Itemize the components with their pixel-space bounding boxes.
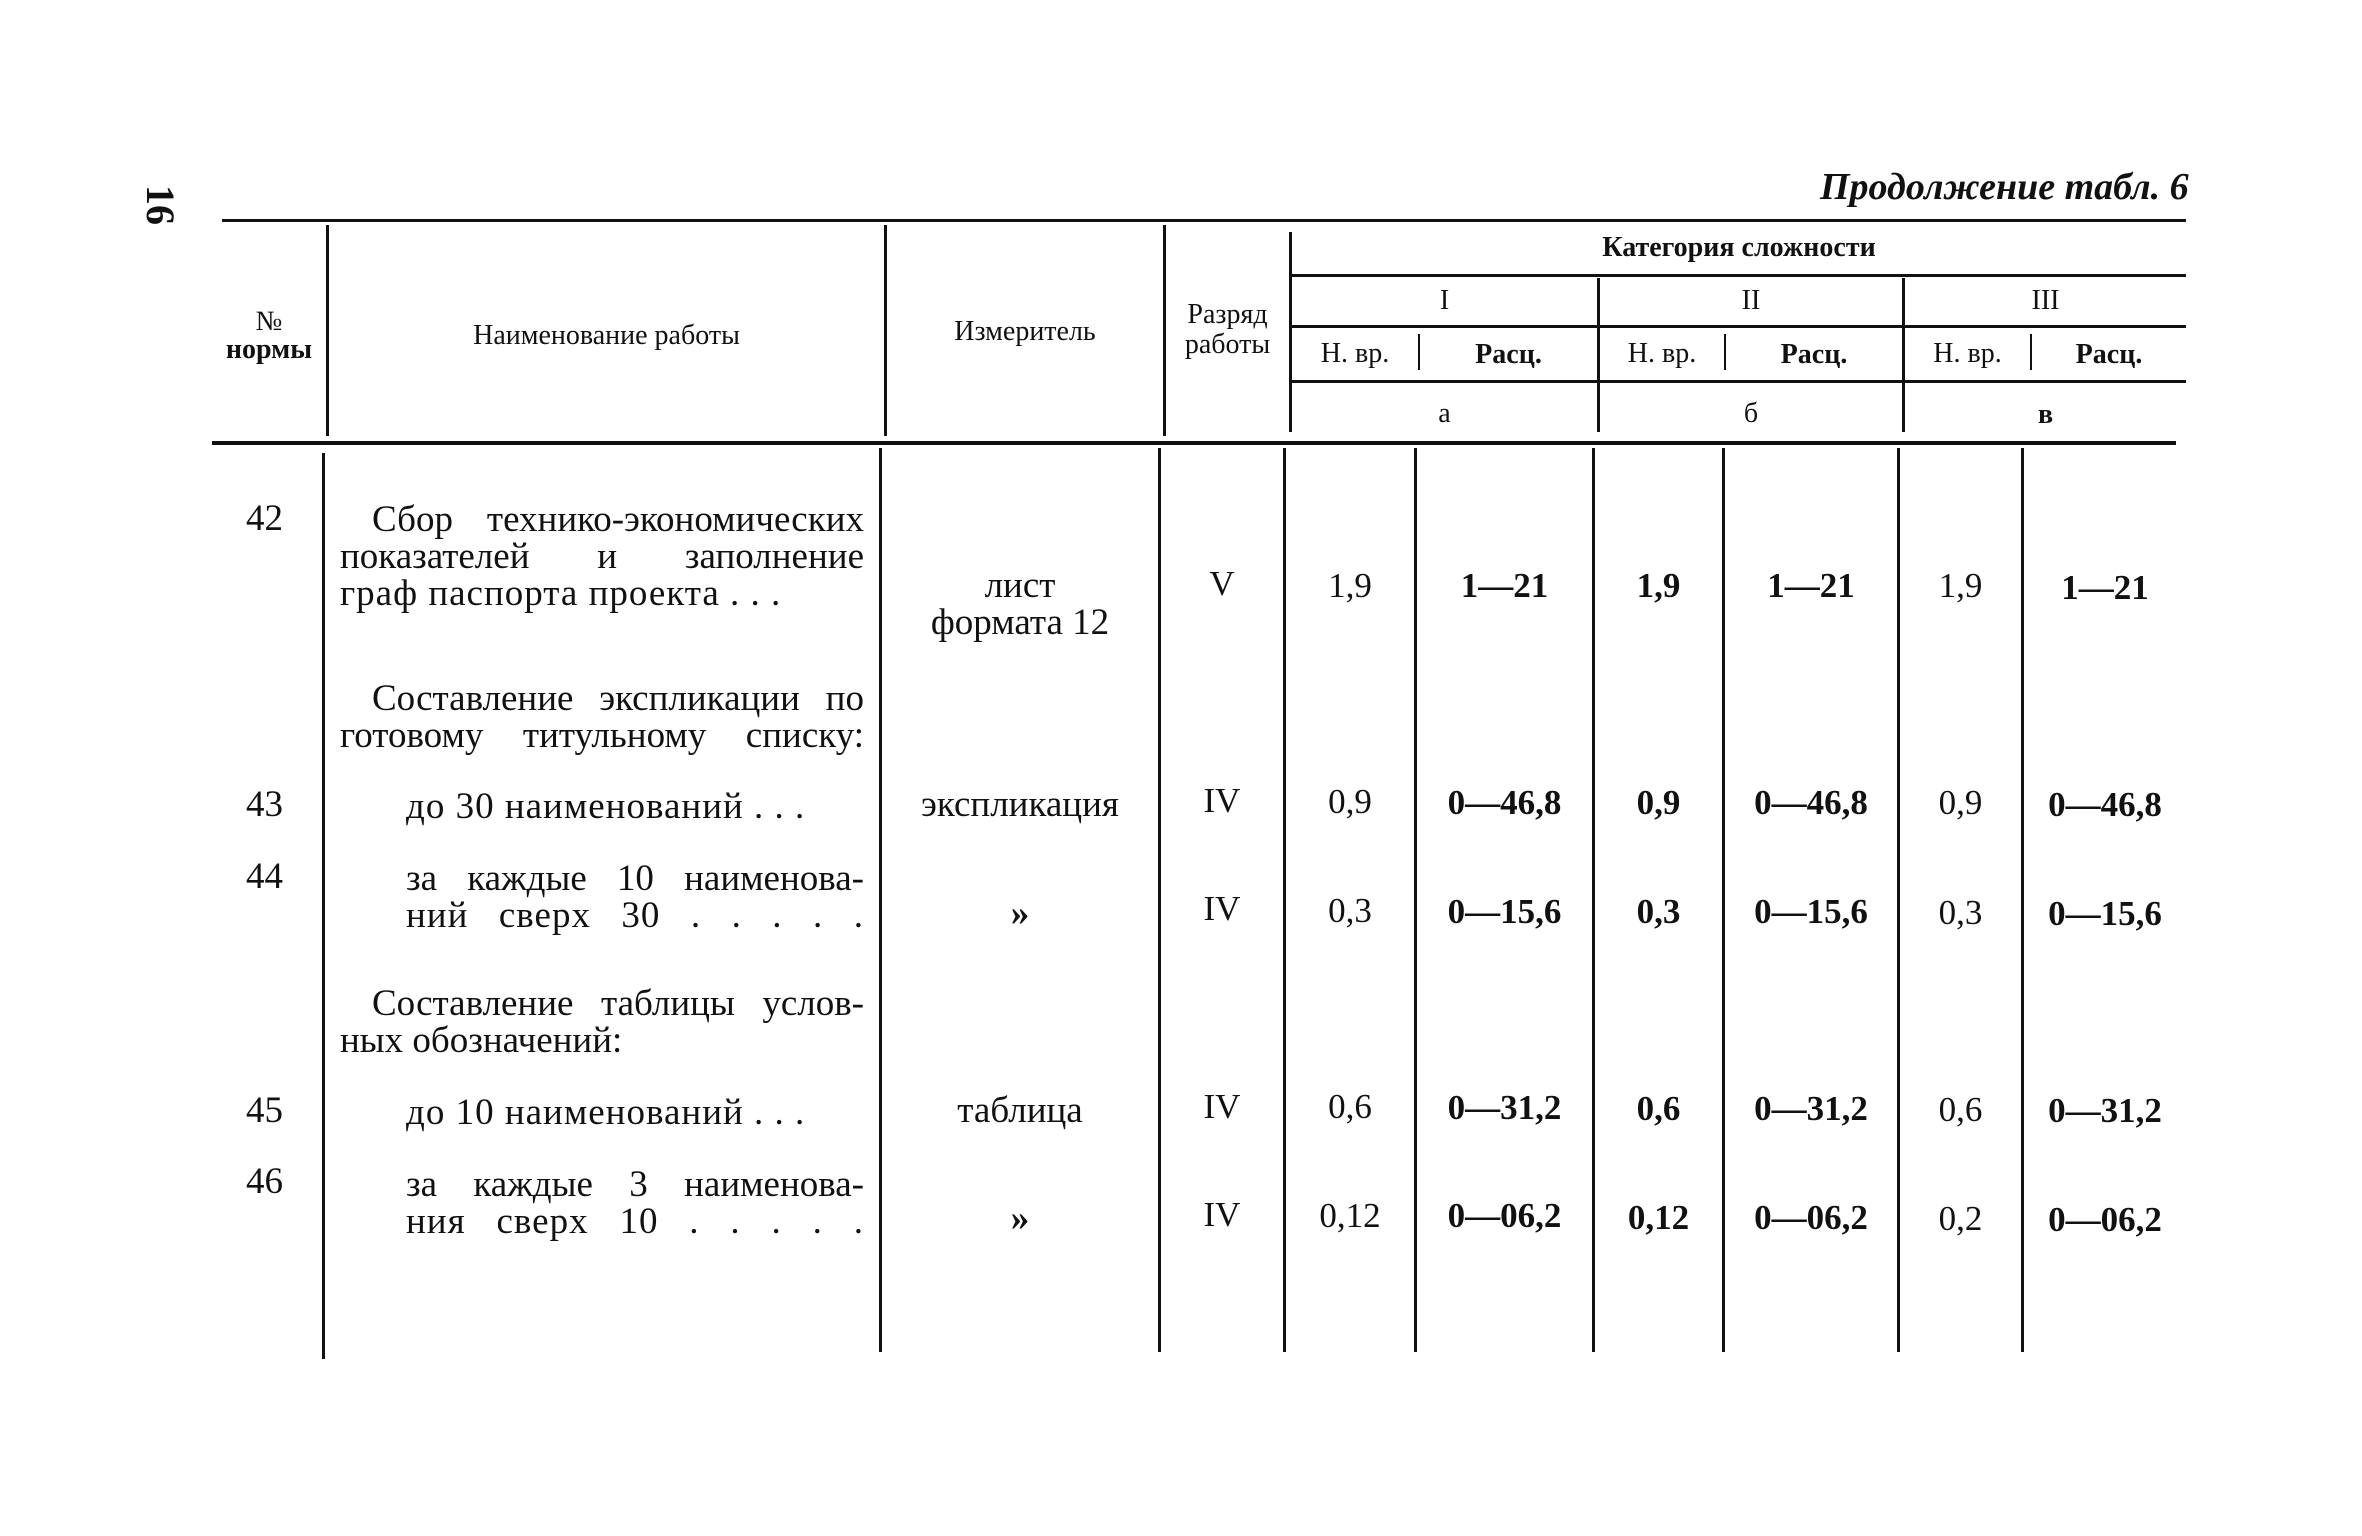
header-category-3: III bbox=[2031, 285, 2060, 316]
row-grade: IV bbox=[1203, 889, 1241, 928]
header-letter-a: а bbox=[1438, 398, 1451, 429]
row-hvr-2: 0,9 bbox=[1636, 783, 1681, 822]
row-number: 46 bbox=[246, 1161, 283, 1202]
continuation-title: Продолжение табл. 6 bbox=[1820, 166, 2189, 208]
header-hvr-3: Н. вр. bbox=[1933, 338, 2002, 369]
row-description: за каждые 10 наименова- bbox=[406, 858, 864, 899]
row-hvr-3: 1,9 bbox=[1938, 566, 1983, 605]
header-rasc-2: Расц. bbox=[1780, 339, 1848, 370]
row-hvr-3: 0,2 bbox=[1938, 1199, 1983, 1238]
row-hvr-1: 0,12 bbox=[1319, 1196, 1381, 1235]
row-hvr-3: 0,6 bbox=[1938, 1090, 1983, 1129]
row-description-last: граф паспорта проекта . . . bbox=[340, 573, 782, 614]
header-category-2: II bbox=[1741, 285, 1761, 316]
row-rasc-1: 1—21 bbox=[1460, 566, 1549, 605]
row-hvr-2: 0,3 bbox=[1636, 892, 1681, 931]
row-rasc-3: 1—21 bbox=[2061, 568, 2149, 607]
row-rasc-2: 0—46,8 bbox=[1754, 783, 1868, 822]
header-complexity: Категория сложности bbox=[1602, 232, 1876, 263]
row-measure: лист формата 12 bbox=[930, 565, 1110, 643]
row-measure: » bbox=[1010, 893, 1030, 934]
page-number: 16 bbox=[138, 185, 183, 225]
row-rasc-2: 0—15,6 bbox=[1754, 892, 1868, 931]
row-description-last: ния сверх 10 . . . . . bbox=[406, 1201, 864, 1242]
row-number: 43 bbox=[246, 784, 283, 825]
row-grade: IV bbox=[1203, 781, 1241, 820]
row-hvr-2: 0,6 bbox=[1636, 1089, 1681, 1128]
header-bottom-rule bbox=[212, 441, 2176, 445]
header-hvr-1: Н. вр. bbox=[1320, 338, 1390, 369]
row-rasc-3: 0—15,6 bbox=[2048, 894, 2162, 933]
row-hvr-1: 0,6 bbox=[1328, 1087, 1372, 1126]
row-hvr-1: 0,3 bbox=[1328, 891, 1372, 930]
row-description: за каждые 3 наименова- bbox=[406, 1164, 864, 1205]
row-hvr-3: 0,3 bbox=[1938, 893, 1983, 932]
header-rasc-3: Расц. bbox=[2075, 339, 2143, 370]
row-description: Сбор технико-экономических показателей и заполнение bbox=[340, 499, 864, 577]
row-number: 42 bbox=[246, 498, 283, 539]
header-work-name: Наименование работы bbox=[473, 320, 740, 351]
row-measure: экспликация bbox=[921, 784, 1119, 825]
header-grade: Разряд работы bbox=[1184, 299, 1271, 360]
header-letter-v: в bbox=[2037, 399, 2054, 430]
row-description: до 30 наименований . . . bbox=[406, 786, 806, 827]
group-heading: Составление экспликации по готовому титульному списку: bbox=[340, 678, 864, 756]
row-rasc-2: 0—31,2 bbox=[1754, 1089, 1868, 1128]
header-measure: Измеритель bbox=[954, 316, 1096, 347]
row-rasc-1: 0—46,8 bbox=[1447, 783, 1562, 822]
row-measure: таблица bbox=[957, 1090, 1083, 1131]
row-rasc-3: 0—31,2 bbox=[2048, 1091, 2162, 1130]
row-rasc-1: 0—15,6 bbox=[1447, 892, 1562, 931]
row-number: 44 bbox=[246, 856, 283, 897]
row-hvr-2: 0,12 bbox=[1627, 1198, 1690, 1237]
row-grade: IV bbox=[1203, 1087, 1241, 1126]
row-description-last: ний сверх 30 . . . . . bbox=[406, 895, 864, 936]
row-hvr-1: 1,9 bbox=[1328, 566, 1372, 605]
row-hvr-3: 0,9 bbox=[1938, 783, 1983, 822]
row-rasc-2: 0—06,2 bbox=[1754, 1198, 1868, 1237]
row-hvr-1: 0,9 bbox=[1328, 782, 1372, 821]
row-grade: IV bbox=[1203, 1195, 1241, 1234]
row-measure: » bbox=[1010, 1198, 1030, 1239]
row-grade: V bbox=[1209, 564, 1235, 603]
row-rasc-1: 0—31,2 bbox=[1447, 1088, 1562, 1127]
row-hvr-2: 1,9 bbox=[1636, 566, 1681, 605]
header-hvr-2: Н. вр. bbox=[1627, 338, 1697, 369]
row-rasc-1: 0—06,2 bbox=[1447, 1196, 1562, 1235]
row-rasc-3: 0—46,8 bbox=[2048, 785, 2162, 824]
row-number: 45 bbox=[246, 1090, 283, 1131]
top-rule bbox=[222, 219, 2186, 222]
row-description: до 10 наименований . . . bbox=[406, 1092, 806, 1133]
header-category-1: I bbox=[1439, 285, 1450, 316]
header-norm-no: № нормы bbox=[225, 306, 313, 365]
row-rasc-2: 1—21 bbox=[1767, 566, 1855, 605]
row-rasc-3: 0—06,2 bbox=[2048, 1200, 2162, 1239]
header-letter-b: б bbox=[1743, 398, 1759, 429]
header-rasc-1: Расц. bbox=[1475, 339, 1542, 370]
